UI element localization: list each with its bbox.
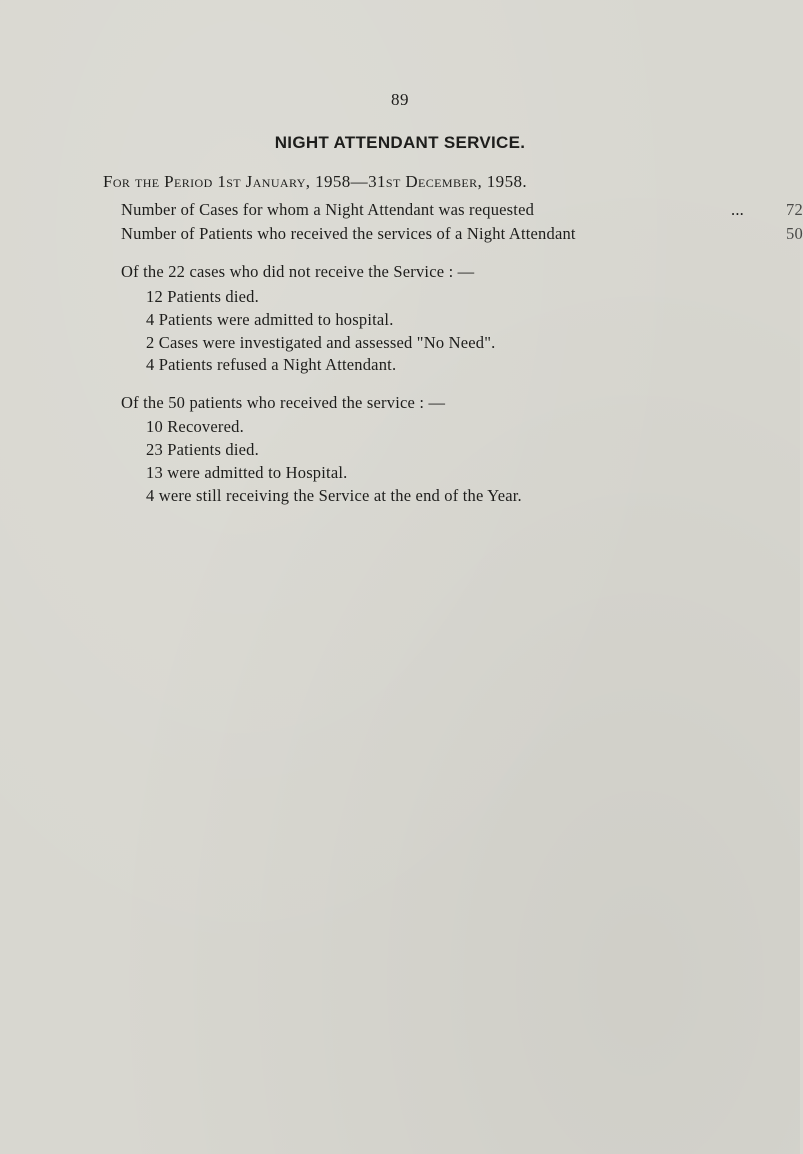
stat-row-requested	[121, 200, 803, 220]
period-start: 1st January, 1958	[217, 172, 351, 191]
stat-value: 72	[786, 200, 803, 219]
list-item: 4 Patients were admitted to hospital.	[146, 310, 394, 329]
received-intro: Of the 50 patients who received the service : —	[121, 393, 446, 412]
stat-value: 50	[786, 224, 803, 243]
stat-label: Number of Patients who received the services of a Night Attendant	[121, 224, 576, 243]
list-item: 4 were still receiving the Service at the end of the Year.	[146, 486, 522, 505]
list-item: 4 Patients refused a Night Attendant.	[146, 355, 397, 374]
list-item: 13 were admitted to Hospital.	[146, 463, 348, 482]
leader-dots: ...	[731, 200, 744, 219]
period-dash: —	[350, 172, 369, 191]
period-line	[103, 172, 527, 192]
list-item: 2 Cases were investigated and assessed "No Need".	[146, 333, 496, 352]
list-item: 12 Patients died.	[146, 287, 259, 306]
section-heading: NIGHT ATTENDANT SERVICE.	[274, 133, 526, 152]
list-item: 10 Recovered.	[146, 417, 244, 436]
list-item: 23 Patients died.	[146, 440, 259, 459]
stat-label: Number of Cases for whom a Night Attendant was requested	[121, 200, 535, 219]
stat-row-received	[121, 224, 803, 244]
period-prefix: For the Period	[103, 172, 213, 191]
not-received-intro: Of the 22 cases who did not receive the Service : —	[121, 262, 475, 281]
page-number: 89	[391, 90, 409, 109]
period-end: 31st December, 1958.	[368, 172, 528, 191]
